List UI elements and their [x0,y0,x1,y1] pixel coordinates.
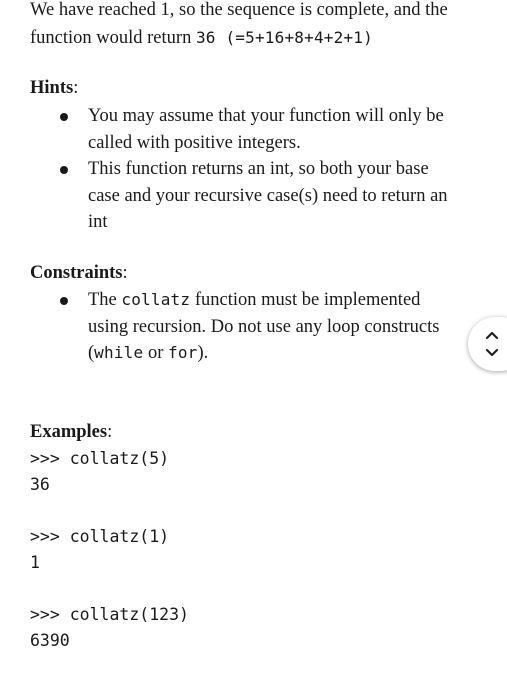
constraints-list [30,287,490,367]
code-while: while [94,343,144,362]
example-result: 1 [30,553,40,572]
example-result: 6390 [30,631,70,650]
chevron-up-icon[interactable] [485,330,499,340]
bullet-icon [60,166,68,174]
constraints-section [30,260,490,367]
example-1 [30,446,169,498]
example-2 [30,524,169,576]
chevron-down-icon[interactable] [485,348,499,358]
bullet-icon [60,113,68,121]
examples-heading: Examples: [30,422,113,442]
list-item: This function returns an int, so both your base case and your recursive case(s) need to return an int [30,156,490,236]
code-collatz: collatz [121,290,191,309]
intro-line-1: We have reached 1, so the sequence is complete, and the [30,0,448,20]
intro-paragraph [30,0,490,52]
intro-line-2-text: function would return [30,28,196,48]
code-for: for [168,343,198,362]
example-call: >>> collatz(5) [30,449,170,468]
bullet-icon [60,297,68,305]
hints-heading: Hints: [30,78,79,98]
example-result: 36 [30,475,50,494]
examples-section [30,419,490,446]
example-3 [30,602,189,654]
hints-section [30,75,490,236]
list-item: You may assume that your function will only be called with positive integers. [30,103,490,156]
intro-return-value: 36 (=5+16+8+4+2+1) [195,28,373,47]
constraints-heading: Constraints: [30,263,128,283]
example-call: >>> collatz(1) [30,527,170,546]
example-call: >>> collatz(123) [30,605,189,624]
hints-list [30,103,490,236]
list-item: The collatz function must be implemented using recursion. Do not use any loop constructs (while or for). [30,287,490,367]
